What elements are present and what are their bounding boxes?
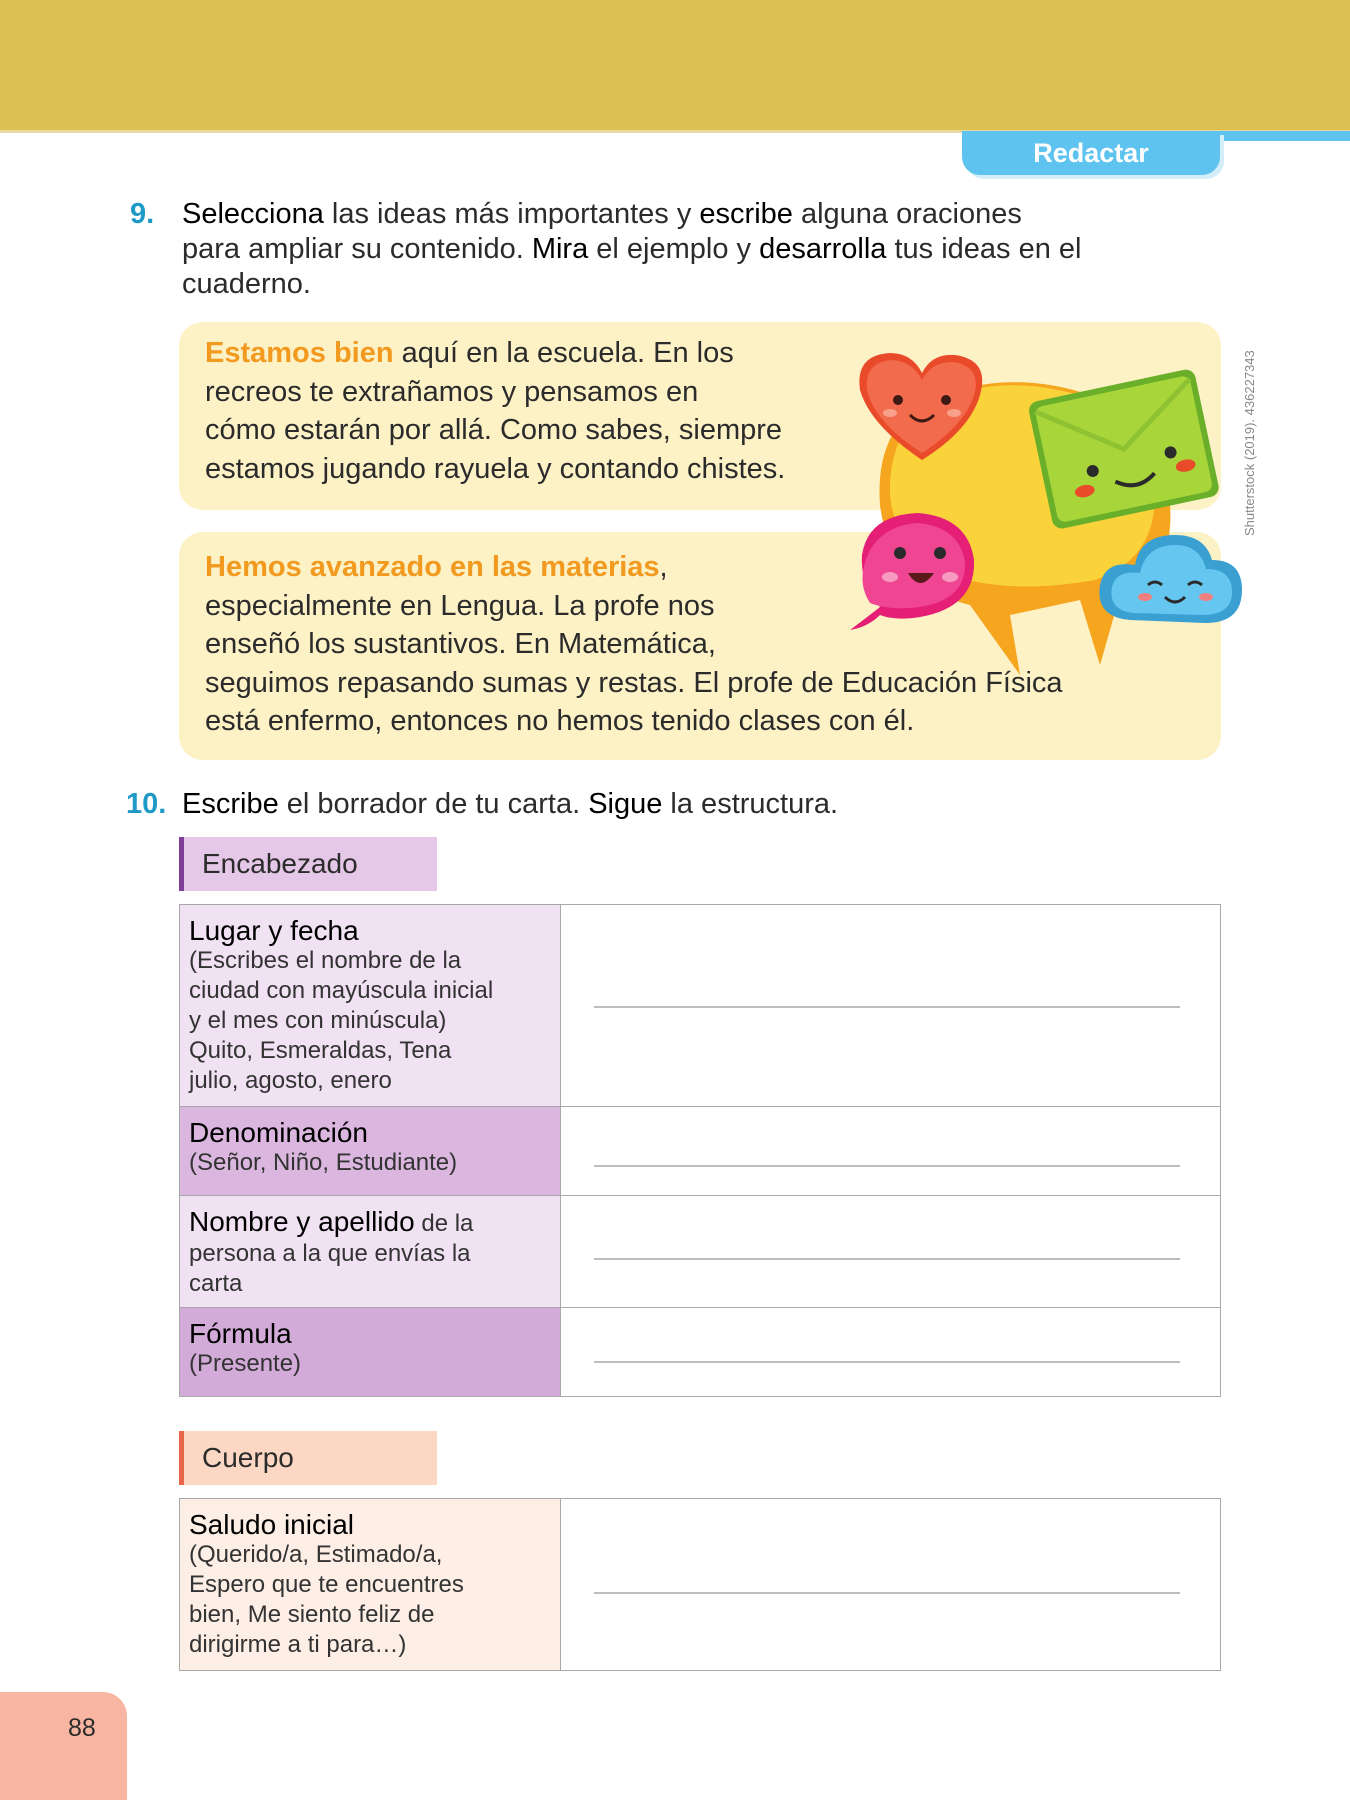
example-1-highlight: Estamos bien <box>205 337 394 369</box>
row-label-formula: Fórmula (Presente) <box>180 1308 561 1397</box>
section-tab-line <box>1220 131 1350 141</box>
table-row <box>180 1196 1221 1308</box>
formula-answer-field[interactable] <box>561 1308 1221 1397</box>
example-2-highlight: Hemos avanzado en las materias <box>205 551 660 583</box>
cuerpo-label: Cuerpo <box>179 1431 437 1485</box>
row-label-lugar-fecha: Lugar y fecha (Escribes el nombre de la ciudad con mayúscula inicial y el mes con minúscula) Quito, Esmeraldas, Tena julio, agosto, enero <box>180 905 561 1107</box>
chat-emoji-illustration <box>850 345 1270 675</box>
page-number: 88 <box>0 1692 127 1800</box>
question-10: 10. Escribe el borrador de tu carta. Sigue la estructura. <box>126 788 839 820</box>
encabezado-label: Encabezado <box>179 837 437 891</box>
table-row <box>180 1107 1221 1196</box>
cuerpo-table <box>179 1498 1221 1671</box>
table-row <box>180 1308 1221 1397</box>
question-9 <box>130 197 1222 302</box>
question-10-number: 10. <box>126 788 167 820</box>
saludo-inicial-answer-field[interactable] <box>561 1499 1221 1671</box>
writing-line <box>594 1165 1180 1167</box>
svg-text:Shutterstock (2019). 436227343: Shutterstock (2019). 436227343 <box>1242 350 1257 536</box>
row-label-denominacion: Denominación (Señor, Niño, Estudiante) <box>180 1107 561 1196</box>
question-9-line-2: para ampliar su contenido. Mira el ejemplo y desarrolla tus ideas en el <box>182 233 1082 265</box>
writing-line <box>594 1361 1180 1363</box>
pink-bubble-emoji-icon <box>850 513 974 630</box>
writing-line <box>594 1258 1180 1260</box>
question-9-line-3: cuaderno. <box>182 268 311 300</box>
row-label-saludo-inicial: Saludo inicial (Querido/a, Estimado/a, Espero que te encuentres bien, Me siento feliz de dirigirme a ti para…) <box>180 1499 561 1671</box>
lugar-fecha-answer-field[interactable] <box>561 905 1221 1107</box>
image-credit <box>1240 350 1260 540</box>
example-2-text: Hemos avanzado en las materias, especialmente en Lengua. La profe nos enseñó los sustantivos. En Matemática, seguimos repasando sumas y restas. El profe de Educación Física está enfermo, entonces no hemos tenido clases con él. <box>205 551 1063 737</box>
example-1-text: Estamos bien aquí en la escuela. En los recreos te extrañamos y pensamos en cómo estarán por allá. Como sabes, siempre estamos jugando rayuela y contando chistes. <box>205 337 786 485</box>
denominacion-answer-field[interactable] <box>561 1107 1221 1196</box>
section-tab-redactar: Redactar <box>962 131 1220 175</box>
nombre-apellido-answer-field[interactable] <box>561 1196 1221 1308</box>
table-row <box>180 905 1221 1107</box>
top-color-band <box>0 0 1350 130</box>
writing-line <box>594 1592 1180 1594</box>
writing-line <box>594 1006 1180 1008</box>
question-9-line-1: Selecciona las ideas más importantes y escribe alguna oraciones <box>182 198 1022 230</box>
encabezado-table <box>179 904 1221 1397</box>
row-label-nombre-apellido: Nombre y apellido de la persona a la que envías la carta <box>180 1196 561 1308</box>
table-row <box>180 1499 1221 1671</box>
question-9-number: 9. <box>130 198 155 230</box>
